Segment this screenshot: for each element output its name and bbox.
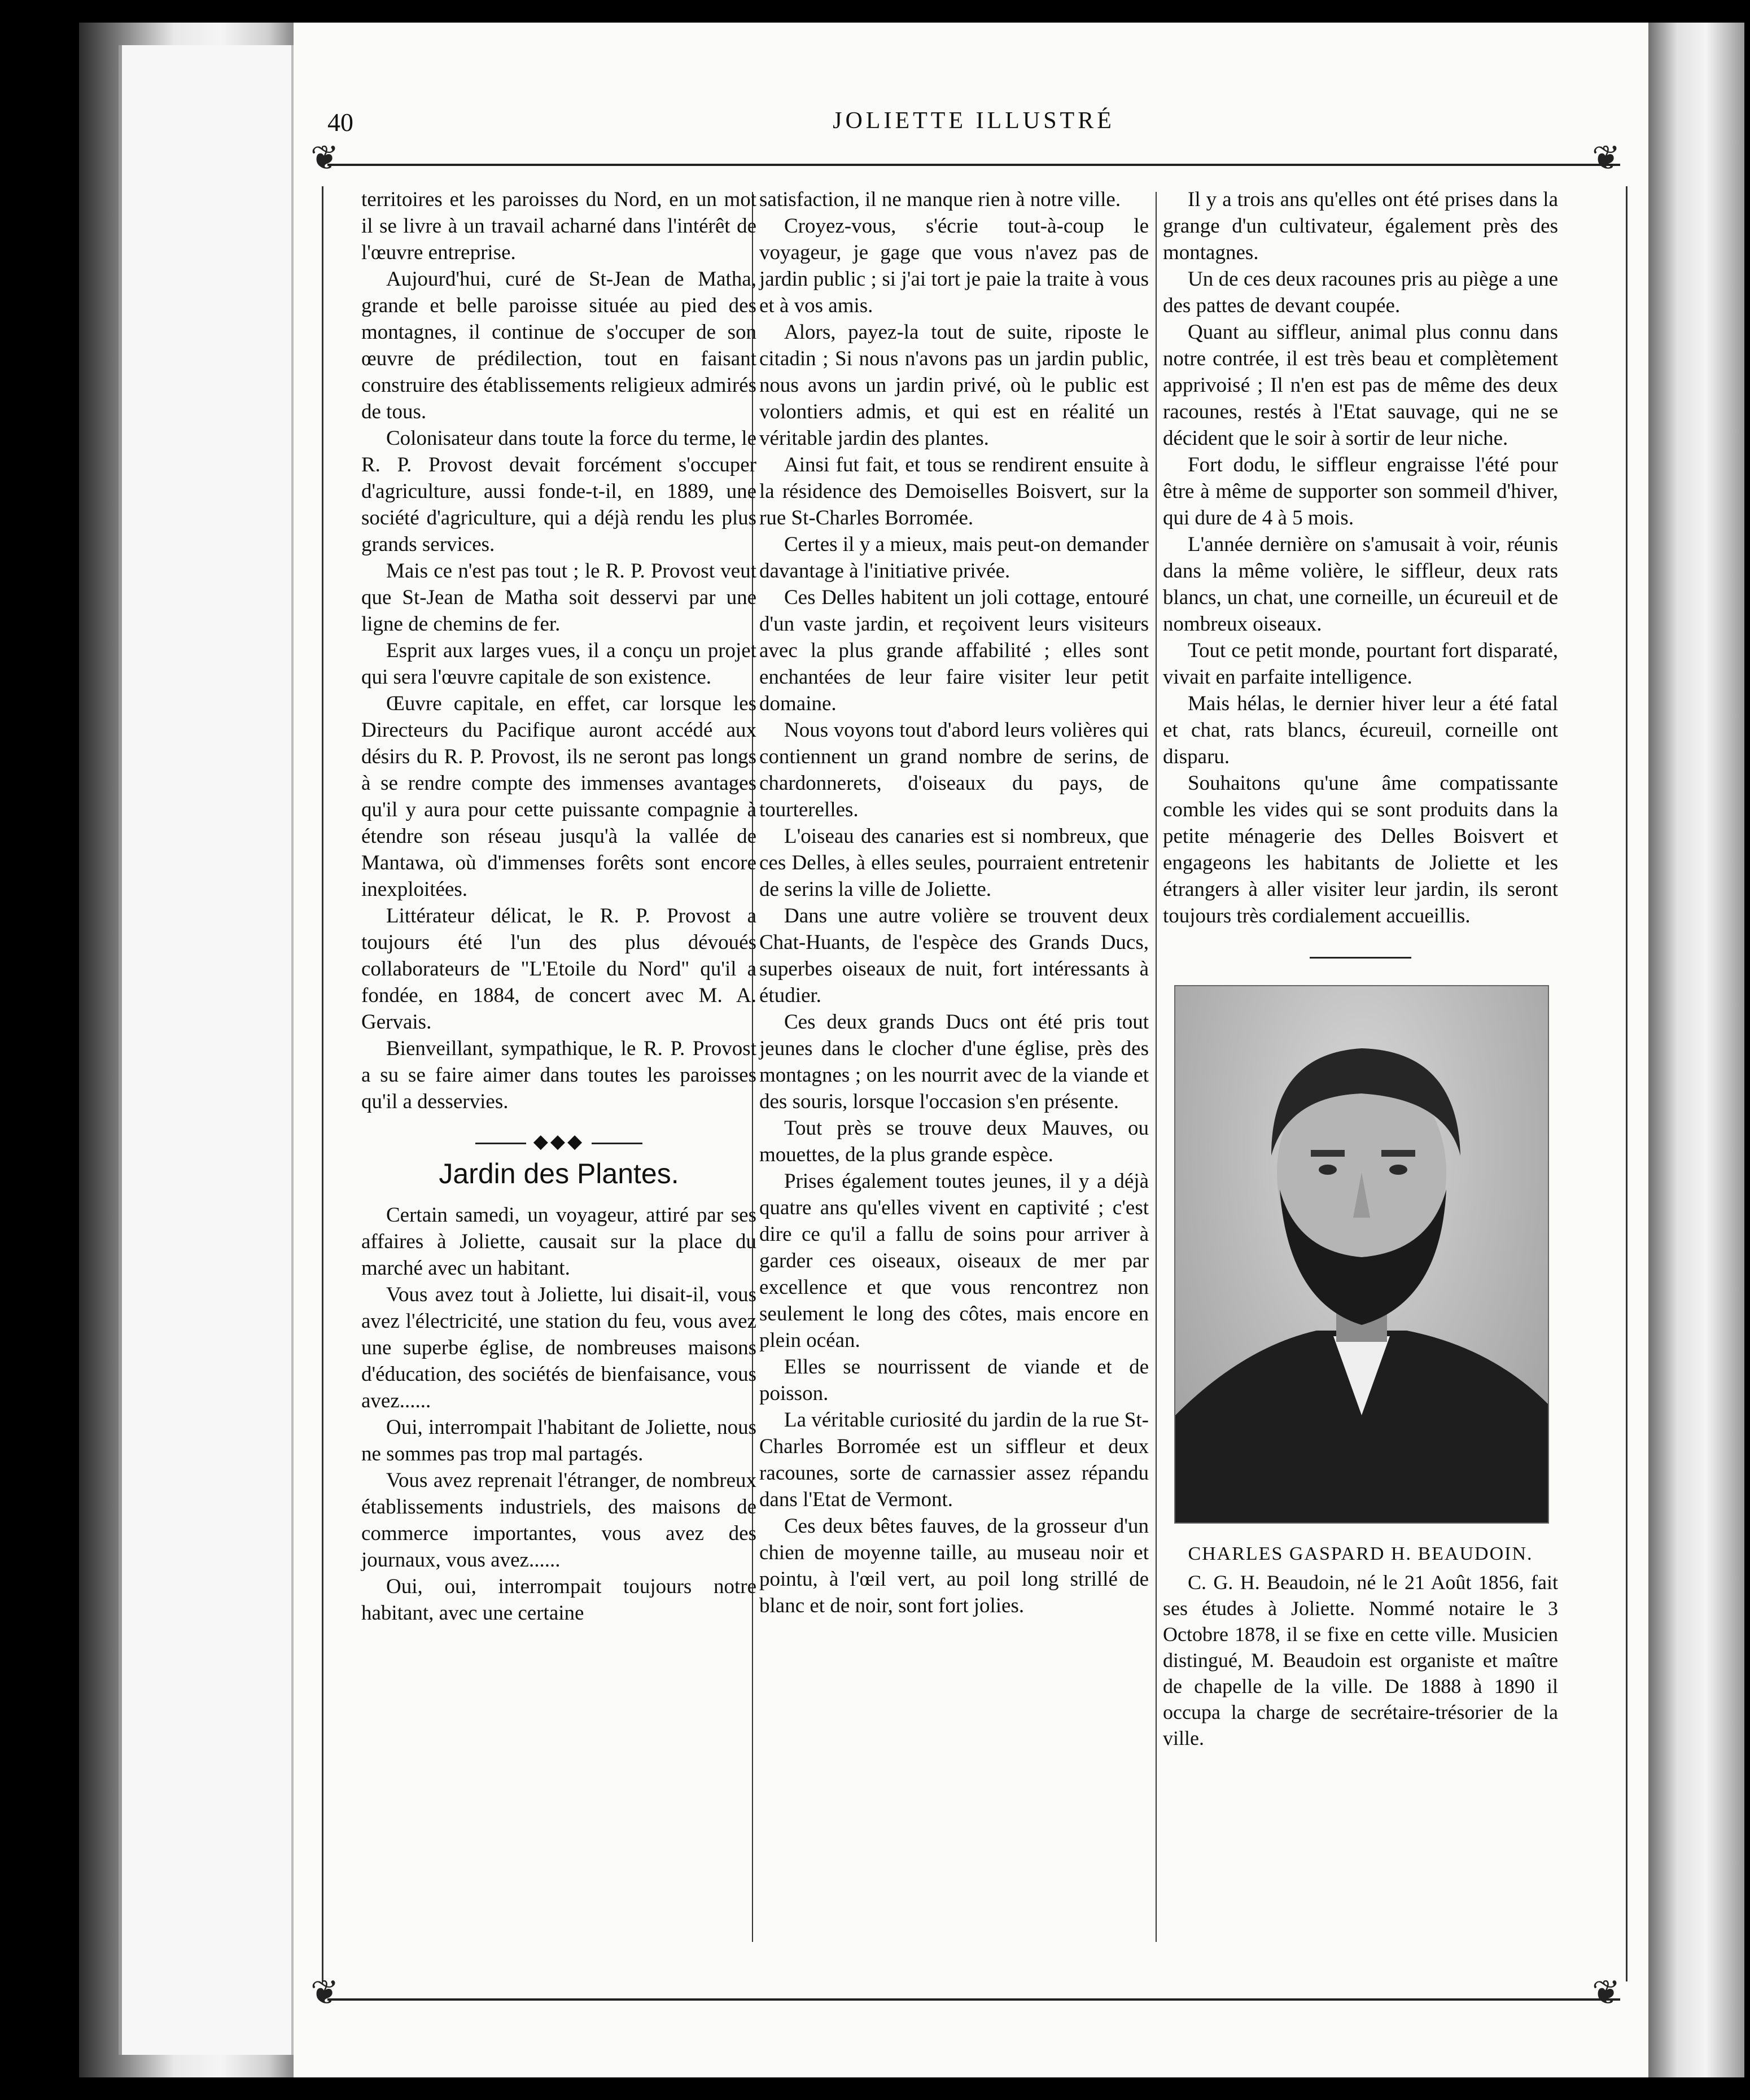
- paragraph: Mais ce n'est pas tout ; le R. P. Provost veut que St-Jean de Matha soit desservi par une ligne de chemins de fer.: [361, 559, 756, 636]
- portrait-illustration: [1175, 986, 1548, 1523]
- book-left-edge: [79, 23, 316, 2077]
- paragraph: Mais hélas, le dernier hiver leur a été fatal et chat, rats blancs, écureuil, corneille ont disparu.: [1163, 692, 1558, 768]
- running-title: JOLIETTE ILLUSTRÉ: [833, 108, 1115, 134]
- corner-ornament-icon: ❦: [310, 1974, 339, 2011]
- column-3: [1163, 186, 1558, 1751]
- paragraph: Esprit aux larges vues, il a conçu un projet qui sera l'œuvre capitale de son existence.: [361, 639, 756, 689]
- paragraph: Il y a trois ans qu'elles ont été prises dans la grange d'un cultivateur, également près des montagnes.: [1163, 188, 1558, 264]
- paragraph: Elles se nourrissent de viande et de poisson.: [759, 1355, 1149, 1405]
- paragraph: Fort dodu, le siffleur engraisse l'été pour être à même de supporter son sommeil d'hiver, qui dure de 4 à 5 mois.: [1163, 453, 1558, 530]
- column-1: [361, 186, 756, 1626]
- top-rule: [327, 164, 1620, 166]
- paragraph: Certes il y a mieux, mais peut-on demander davantage à l'initiative privée.: [759, 533, 1149, 583]
- paragraph: L'oiseau des canaries est si nombreux, que ces Delles, à elles seules, pourraient entretenir de serins la ville de Joliette.: [759, 825, 1149, 901]
- paragraph: L'année dernière on s'amusait à voir, réunis dans la même volière, le siffleur, deux rats blancs, un chat, une corneille, un écureuil et de nombreux oiseaux.: [1163, 533, 1558, 636]
- paragraph: Aujourd'hui, curé de St-Jean de Matha, grande et belle paroisse située au pied des montagnes, il continue de s'occuper de son œuvre de prédilection, tout en faisant construire des établissements religieux admirés de tous.: [361, 268, 756, 423]
- section-title: Jardin des Plantes.: [439, 1158, 679, 1189]
- newspaper-page: [294, 23, 1648, 2077]
- paragraph: Ces Delles habitent un joli cottage, entouré d'un vaste jardin, et reçoivent leurs visiteurs avec la plus grande affabilité ; elles sont enchantées de leur faire visiter leur petit domaine.: [759, 586, 1149, 715]
- paragraph: Vous avez tout à Joliette, lui disait-il, vous avez l'électricité, une station du feu, vous avez une superbe église, de nombreuses maisons d'éducation, des sociétés de bienfaisance, vous avez......: [361, 1283, 756, 1412]
- paragraph: Tout ce petit monde, pourtant fort disparaté, vivait en parfaite intelligence.: [1163, 639, 1558, 689]
- paragraph: Quant au siffleur, animal plus connu dans notre contrée, il est très beau et complètement apprivoisé ; Il n'en est pas de même des deux racounes, restés à l'Etat sauvage, qui ne se décident que le soir à sortir de leur niche.: [1163, 321, 1558, 450]
- corner-ornament-icon: ❦: [1592, 1974, 1621, 2011]
- bottom-rule: [327, 1998, 1620, 2001]
- right-border-line: [1626, 186, 1628, 1981]
- paragraph: satisfaction, il ne manque rien à notre ville.: [759, 188, 1121, 211]
- paragraph: Dans une autre volière se trouvent deux Chat-Huants, de l'espèce des Grands Ducs, superbes oiseaux de nuit, fort intéressants à étudier.: [759, 904, 1149, 1007]
- column-2: [759, 186, 1149, 1619]
- paragraph: Tout près se trouve deux Mauves, ou mouettes, de la plus grande espèce.: [759, 1117, 1149, 1166]
- paragraph: Croyez-vous, s'écrie tout-à-coup le voyageur, je gage que vous n'avez pas de jardin public ; si j'ai tort je paie la traite à vous et à vos amis.: [759, 215, 1149, 317]
- paragraph: Certain samedi, un voyageur, attiré par ses affaires à Joliette, causait sur la place du marché avec un habitant.: [361, 1204, 756, 1280]
- paragraph: Oui, oui, interrompait toujours notre habitant, avec une certaine: [361, 1575, 756, 1625]
- paragraph: Souhaitons qu'une âme compatissante comble les vides qui se sont produits dans la petite ménagerie des Delles Boisvert et engageons les habitants de Joliette et les étrangers à aller visiter leur jardin, ils seront toujours très cordialement accueillis.: [1163, 772, 1558, 928]
- caption-bio: C. G. H. Beaudoin, né le 21 Août 1856, fait ses études à Joliette. Nommé notaire le 3 Octobre 1878, il se fixe en cette ville. Musicien distingué, M. Beaudoin est organiste et maître de chapelle de la ville. De 1888 à 1890 il occupa la charge de secrétaire-trésorier de la ville.: [1163, 1571, 1558, 1749]
- paragraph: Œuvre capitale, en effet, car lorsque les Directeurs du Pacifique auront accédé aux désirs du R. P. Provost, ils ne seront pas longs à se rendre compte des immenses avantages qu'il y aura pour cette puissante compagnie à étendre son réseau jusqu'à la vallée de Mantawa, où d'immenses forêts sont encore inexploitées.: [361, 692, 756, 901]
- page-header: [327, 107, 1620, 147]
- paragraph: La véritable curiosité du jardin de la rue St-Charles Borromée est un siffleur et deux racounes, sorte de carnassier assez répandu dans l'Etat de Vermont.: [759, 1408, 1149, 1511]
- corner-ornament-icon: ❦: [310, 139, 339, 177]
- paragraph: Colonisateur dans toute la force du terme, le R. P. Provost devait forcément s'occuper d'agriculture, aussi fonde-t-il, en 1889, une société d'agriculture, qui a déjà rendu les plus grands services.: [361, 427, 756, 556]
- paragraph: Littérateur délicat, le R. P. Provost a toujours été l'un des plus dévoués collaborateurs de "L'Etoile du Nord" qu'il a fondée, en 1884, de concert avec M. A. Gervais.: [361, 904, 756, 1034]
- paragraph: Oui, interrompait l'habitant de Joliette, nous ne sommes pas trop mal partagés.: [361, 1416, 756, 1465]
- paragraph: Bienveillant, sympathique, le R. P. Provost a su se faire aimer dans toutes les paroisses qu'il a desservies.: [361, 1037, 756, 1113]
- column-divider: [1156, 192, 1157, 1942]
- caption-name: CHARLES GASPARD H. BEAUDOIN.: [1188, 1543, 1533, 1564]
- portrait-photo: [1174, 985, 1549, 1524]
- paragraph: Ces deux grands Ducs ont été pris tout jeunes dans le clocher d'une église, près des montagnes ; on les nourrit avec de la viande et des souris, lorsque l'occasion s'en présente.: [759, 1010, 1149, 1113]
- paragraph: Un de ces deux racounes pris au piège a une des pattes de devant coupée.: [1163, 268, 1558, 317]
- paragraph: Alors, payez-la tout de suite, riposte le citadin ; Si nous n'avons pas un jardin public, nous avons un jardin privé, où le public est volontiers admis, et qui est en réalité un véritable jardin des plantes.: [759, 321, 1149, 450]
- book-right-edge: [1648, 23, 1744, 2077]
- paragraph: territoires et les paroisses du Nord, en un mot il se livre à un travail acharné dans l'intérêt de l'œuvre entreprise.: [361, 188, 756, 264]
- paragraph: Ainsi fut fait, et tous se rendirent ensuite à la résidence des Demoiselles Boisvert, sur la rue St-Charles Borromée.: [759, 453, 1149, 530]
- binding-page-stack: [119, 45, 294, 2055]
- corner-ornament-icon: ❦: [1592, 139, 1621, 177]
- left-border-line: [322, 186, 323, 1981]
- section-separator: [1163, 943, 1558, 969]
- page-number: 40: [327, 108, 353, 137]
- paragraph: Prises également toutes jeunes, il y a déjà quatre ans qu'elles vivent en captivité ; c'est dire ce qu'il a fallu de soins pour arriver à garder ces oiseaux, oiseaux de mer par excellence et que vous rencontrez non seulement le long des côtes, mais encore en plein océan.: [759, 1170, 1149, 1352]
- paragraph: Nous voyons tout d'abord leurs volières qui contiennent un grand nombre de serins, de chardonnerets, d'oiseaux du pays, de tourterelles.: [759, 719, 1149, 821]
- paragraph: Vous avez reprenait l'étranger, de nombreux établissements industriels, des maisons de commerce importantes, vous avez des journaux, vous avez......: [361, 1469, 756, 1572]
- paragraph: Ces deux bêtes fauves, de la grosseur d'un chien de moyenne taille, au museau noir et pointu, à l'œil vert, au poil long strillé de blanc et de noir, sont fort jolies.: [759, 1515, 1149, 1617]
- section-separator: ◆◆◆: [361, 1128, 756, 1155]
